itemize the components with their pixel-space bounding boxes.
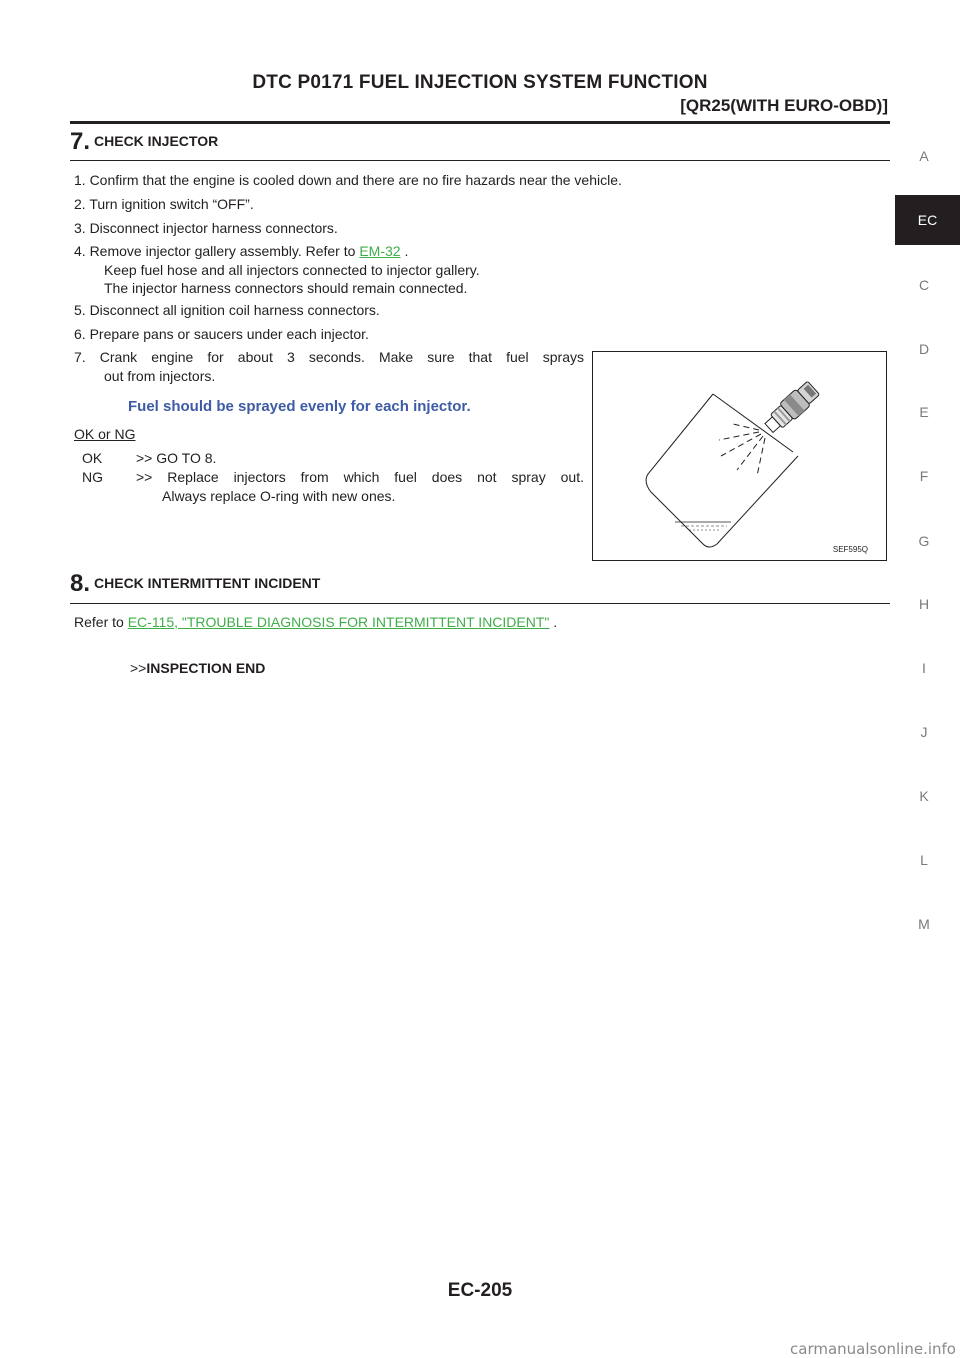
step-8-heading [70, 570, 320, 598]
step-7-title: CHECK INJECTOR [94, 133, 219, 149]
side-tab-k[interactable]: K [919, 788, 929, 804]
inspection-end [130, 660, 265, 676]
watermark: carmanualsonline.info [790, 1340, 956, 1358]
side-tab-h[interactable]: H [918, 596, 930, 612]
side-tab-m[interactable]: M [918, 916, 930, 932]
side-tab-d[interactable]: D [918, 341, 930, 357]
step-8-title: CHECK INTERMITTENT INCIDENT [94, 575, 321, 591]
spray-requirement-note: Fuel should be sprayed evenly for each injector. [128, 398, 471, 415]
side-tab-i[interactable]: I [922, 660, 926, 676]
side-tab-c[interactable]: C [918, 277, 930, 293]
step-8-refer [74, 614, 557, 630]
em-32-link[interactable]: EM-32 [359, 243, 401, 259]
spray-line [737, 436, 763, 470]
step-7-item-4-text: 4. Remove injector gallery assembly. Refer to [74, 243, 356, 259]
step-7-item-4-note-1: Keep fuel hose and all injectors connected to injector gallery. [104, 262, 480, 278]
page-number: EC-205 [447, 1280, 513, 1301]
step-7-item-4-note-2: The injector harness connectors should remain connected. [104, 280, 468, 296]
spray-line [719, 432, 759, 440]
side-tab-j[interactable]: J [920, 724, 928, 740]
side-tab-l[interactable]: L [920, 852, 928, 868]
step-7-item-2: 2. Turn ignition switch “OFF”. [74, 196, 254, 212]
side-tab-a[interactable]: A [919, 148, 929, 164]
side-tab-e[interactable]: E [919, 404, 929, 420]
injector-spray-illustration [593, 352, 888, 562]
figure-code: SEF595Q [832, 545, 868, 554]
side-tab-f[interactable]: F [919, 468, 929, 484]
step-7-heading [70, 128, 218, 156]
injector-icon [762, 380, 821, 436]
injector-spray-figure [592, 351, 887, 561]
ok-or-ng-label: OK or NG [74, 426, 136, 442]
side-tab-g[interactable]: G [918, 533, 930, 549]
step-7-number: 7. [70, 128, 91, 155]
step-7-rule [70, 160, 890, 161]
step-7-item-6: 6. Prepare pans or saucers under each injector. [74, 326, 369, 342]
step-8-refer-suffix: . [553, 614, 558, 630]
step-8-number: 8. [70, 570, 91, 597]
step-7-item-1: 1. Confirm that the engine is cooled down and there are no fire hazards near the vehicle. [74, 172, 622, 188]
ng-code: NG [82, 469, 103, 485]
page-title: DTC P0171 FUEL INJECTION SYSTEM FUNCTION [252, 72, 708, 93]
side-tab-ec-active[interactable]: EC [895, 195, 960, 245]
step-7-item-3: 3. Disconnect injector harness connectors. [74, 220, 338, 236]
step-8-rule [70, 603, 890, 604]
inspection-end-arrow: >> [130, 660, 147, 676]
spray-line [721, 434, 761, 456]
ok-action: >> GO TO 8. [136, 450, 217, 466]
spray-line [757, 438, 765, 476]
step-8-refer-prefix: Refer to [74, 614, 124, 630]
step-7-item-4-suffix: . [404, 243, 409, 259]
ok-code: OK [82, 450, 103, 466]
step-7-item-7: 7. Crank engine for about 3 seconds. Make sure that fuel sprays [74, 349, 584, 365]
step-7-item-5: 5. Disconnect all ignition coil harness connectors. [74, 302, 380, 318]
step-7-item-4 [74, 243, 408, 259]
ng-action: >> Replace injectors from which fuel does not spray out. [136, 469, 584, 485]
header-rule [70, 121, 890, 124]
engine-variant-subtitle: [QR25(WITH EURO-OBD)] [680, 96, 888, 115]
step-7-item-7-cont: out from injectors. [104, 368, 216, 384]
ec-115-link[interactable]: EC-115, "TROUBLE DIAGNOSIS FOR INTERMITTENT INCIDENT" [127, 614, 550, 630]
inspection-end-text: INSPECTION END [146, 660, 266, 676]
ng-action-cont: Always replace O-ring with new ones. [162, 488, 396, 504]
